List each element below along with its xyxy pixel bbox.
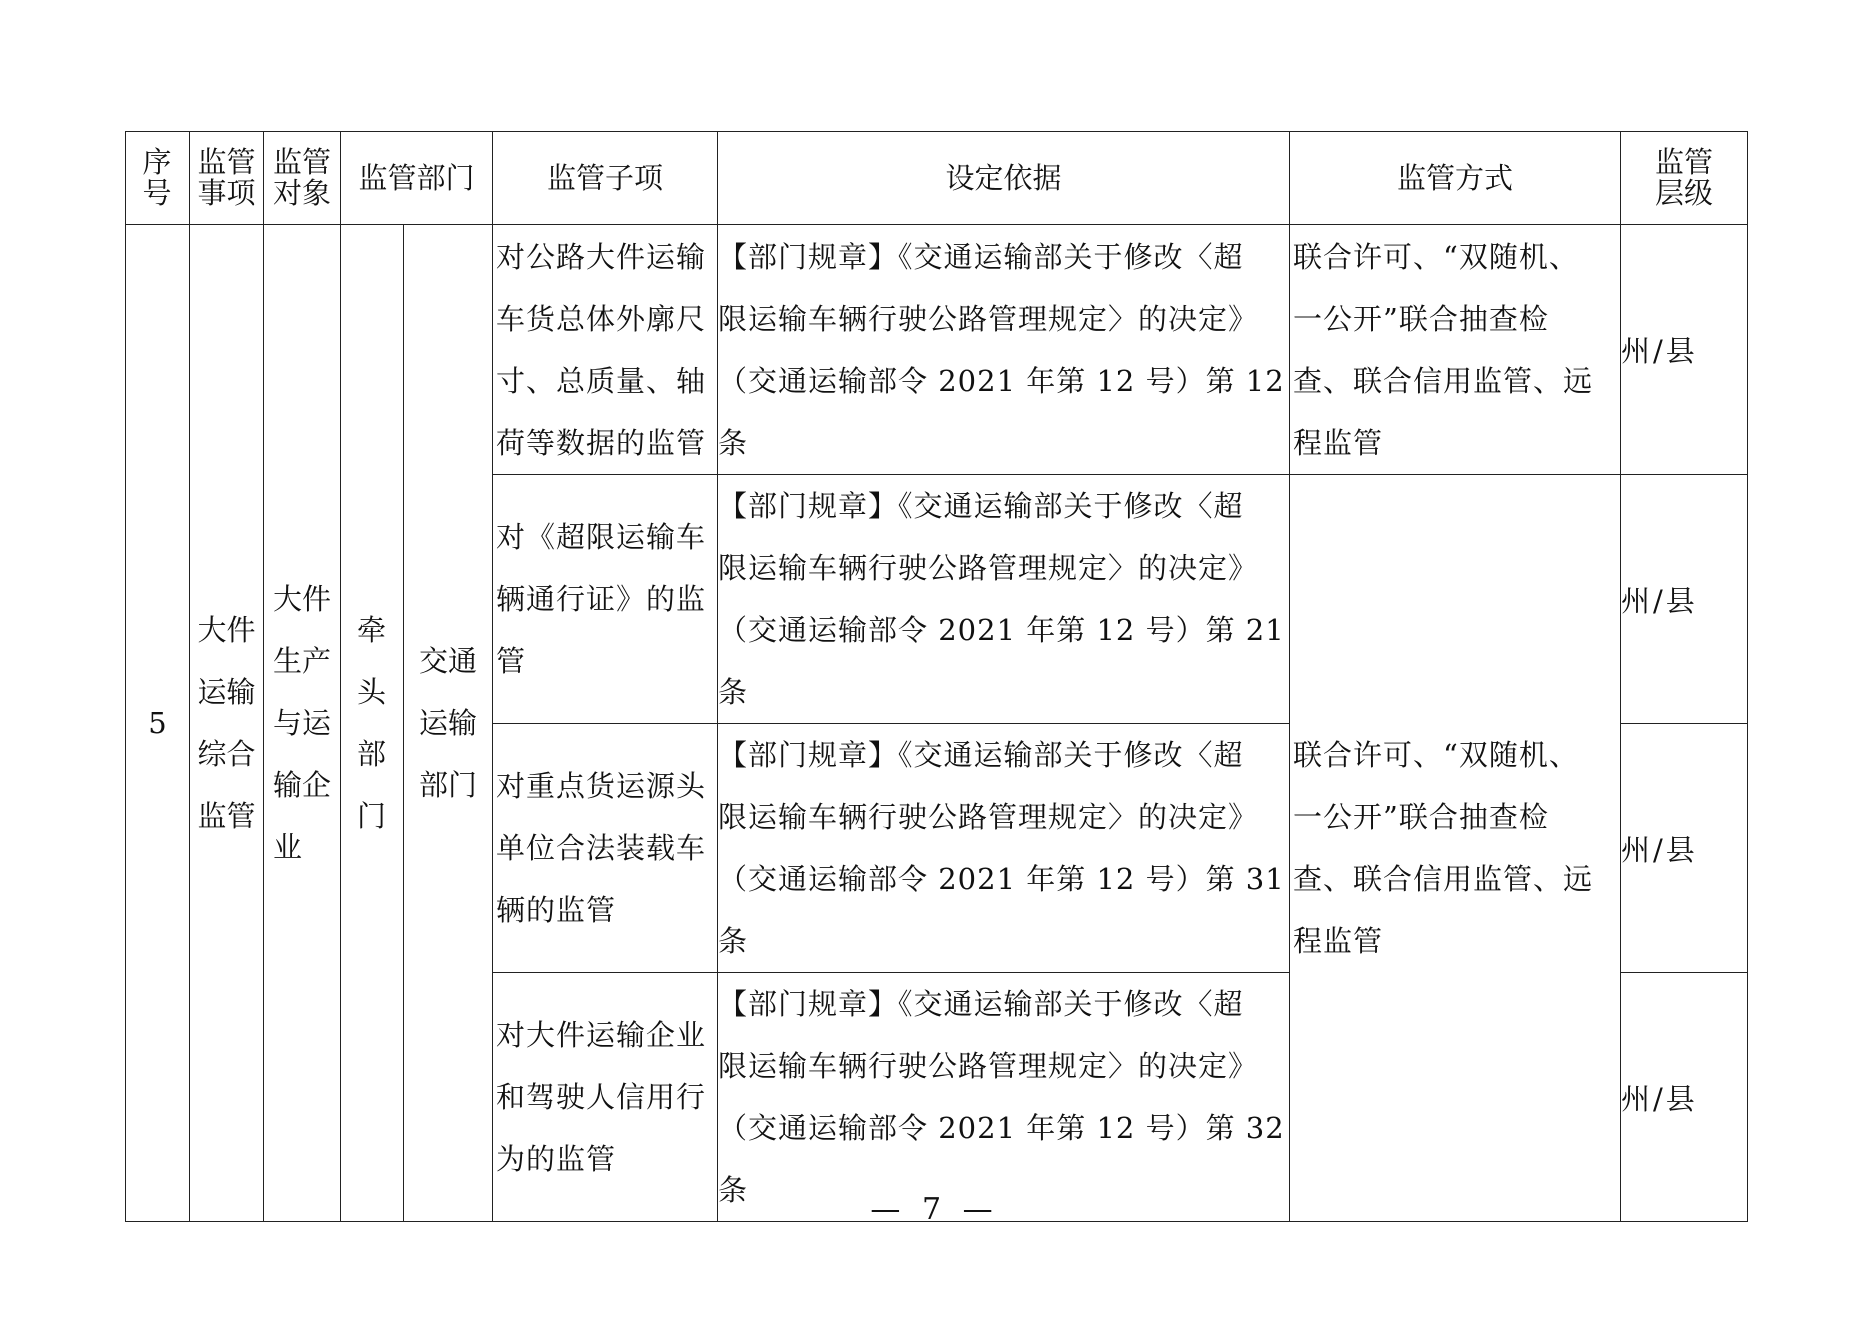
header-row [126,132,1748,225]
header-method: 监管方式 [1290,132,1621,225]
seq-cell: 5 [126,225,190,1222]
subitem-cell: 对《超限运输车 辆通行证》的监 管 [493,475,718,724]
header-item: 监管事项 [190,132,264,225]
level-cell: 州/县 [1621,225,1748,475]
item-cell: 大件运输综合监管 [190,225,264,1222]
header-subitem: 监管子项 [493,132,718,225]
basis-cell: 【部门规章】《交通运输部关于修改〈超 限运输车辆行驶公路管理规定〉的决定》 （交通运输部令 2021 年第 12 号）第 32 条 [718,973,1290,1222]
method-cell: 联合许可、“双随机、 一公开”联合抽查检 查、联合信用监管、远 程监管 [1290,475,1621,1222]
basis-cell: 【部门规章】《交通运输部关于修改〈超 限运输车辆行驶公路管理规定〉的决定》 （交通运输部令 2021 年第 12 号）第 21 条 [718,475,1290,724]
page-number: — 7 — [870,1192,999,1227]
supervision-table [125,131,1748,1222]
lead-cell: 牵头部门 [341,225,404,1222]
dept-cell: 交通运输部门 [404,225,493,1222]
header-object: 监管对象 [264,132,341,225]
level-cell: 州/县 [1621,724,1748,973]
level-cell: 州/县 [1621,973,1748,1222]
basis-cell: 【部门规章】《交通运输部关于修改〈超 限运输车辆行驶公路管理规定〉的决定》 （交通运输部令 2021 年第 12 号）第 31 条 [718,724,1290,973]
method-cell: 联合许可、“双随机、 一公开”联合抽查检 查、联合信用监管、远 程监管 [1290,225,1621,475]
header-dept: 监管部门 [341,132,493,225]
basis-cell: 【部门规章】《交通运输部关于修改〈超 限运输车辆行驶公路管理规定〉的决定》 （交通运输部令 2021 年第 12 号）第 12 条 [718,225,1290,475]
subitem-cell: 对大件运输企业 和驾驶人信用行 为的监管 [493,973,718,1222]
header-level: 监管层级 [1621,132,1748,225]
level-cell: 州/县 [1621,475,1748,724]
table-row [126,225,1748,475]
header-basis: 设定依据 [718,132,1290,225]
subitem-cell: 对重点货运源头 单位合法装载车 辆的监管 [493,724,718,973]
header-seq: 序号 [126,132,190,225]
subitem-cell: 对公路大件运输 车货总体外廓尺 寸、总质量、轴 荷等数据的监管 [493,225,718,475]
object-cell: 大件生产与运输企业 [264,225,341,1222]
